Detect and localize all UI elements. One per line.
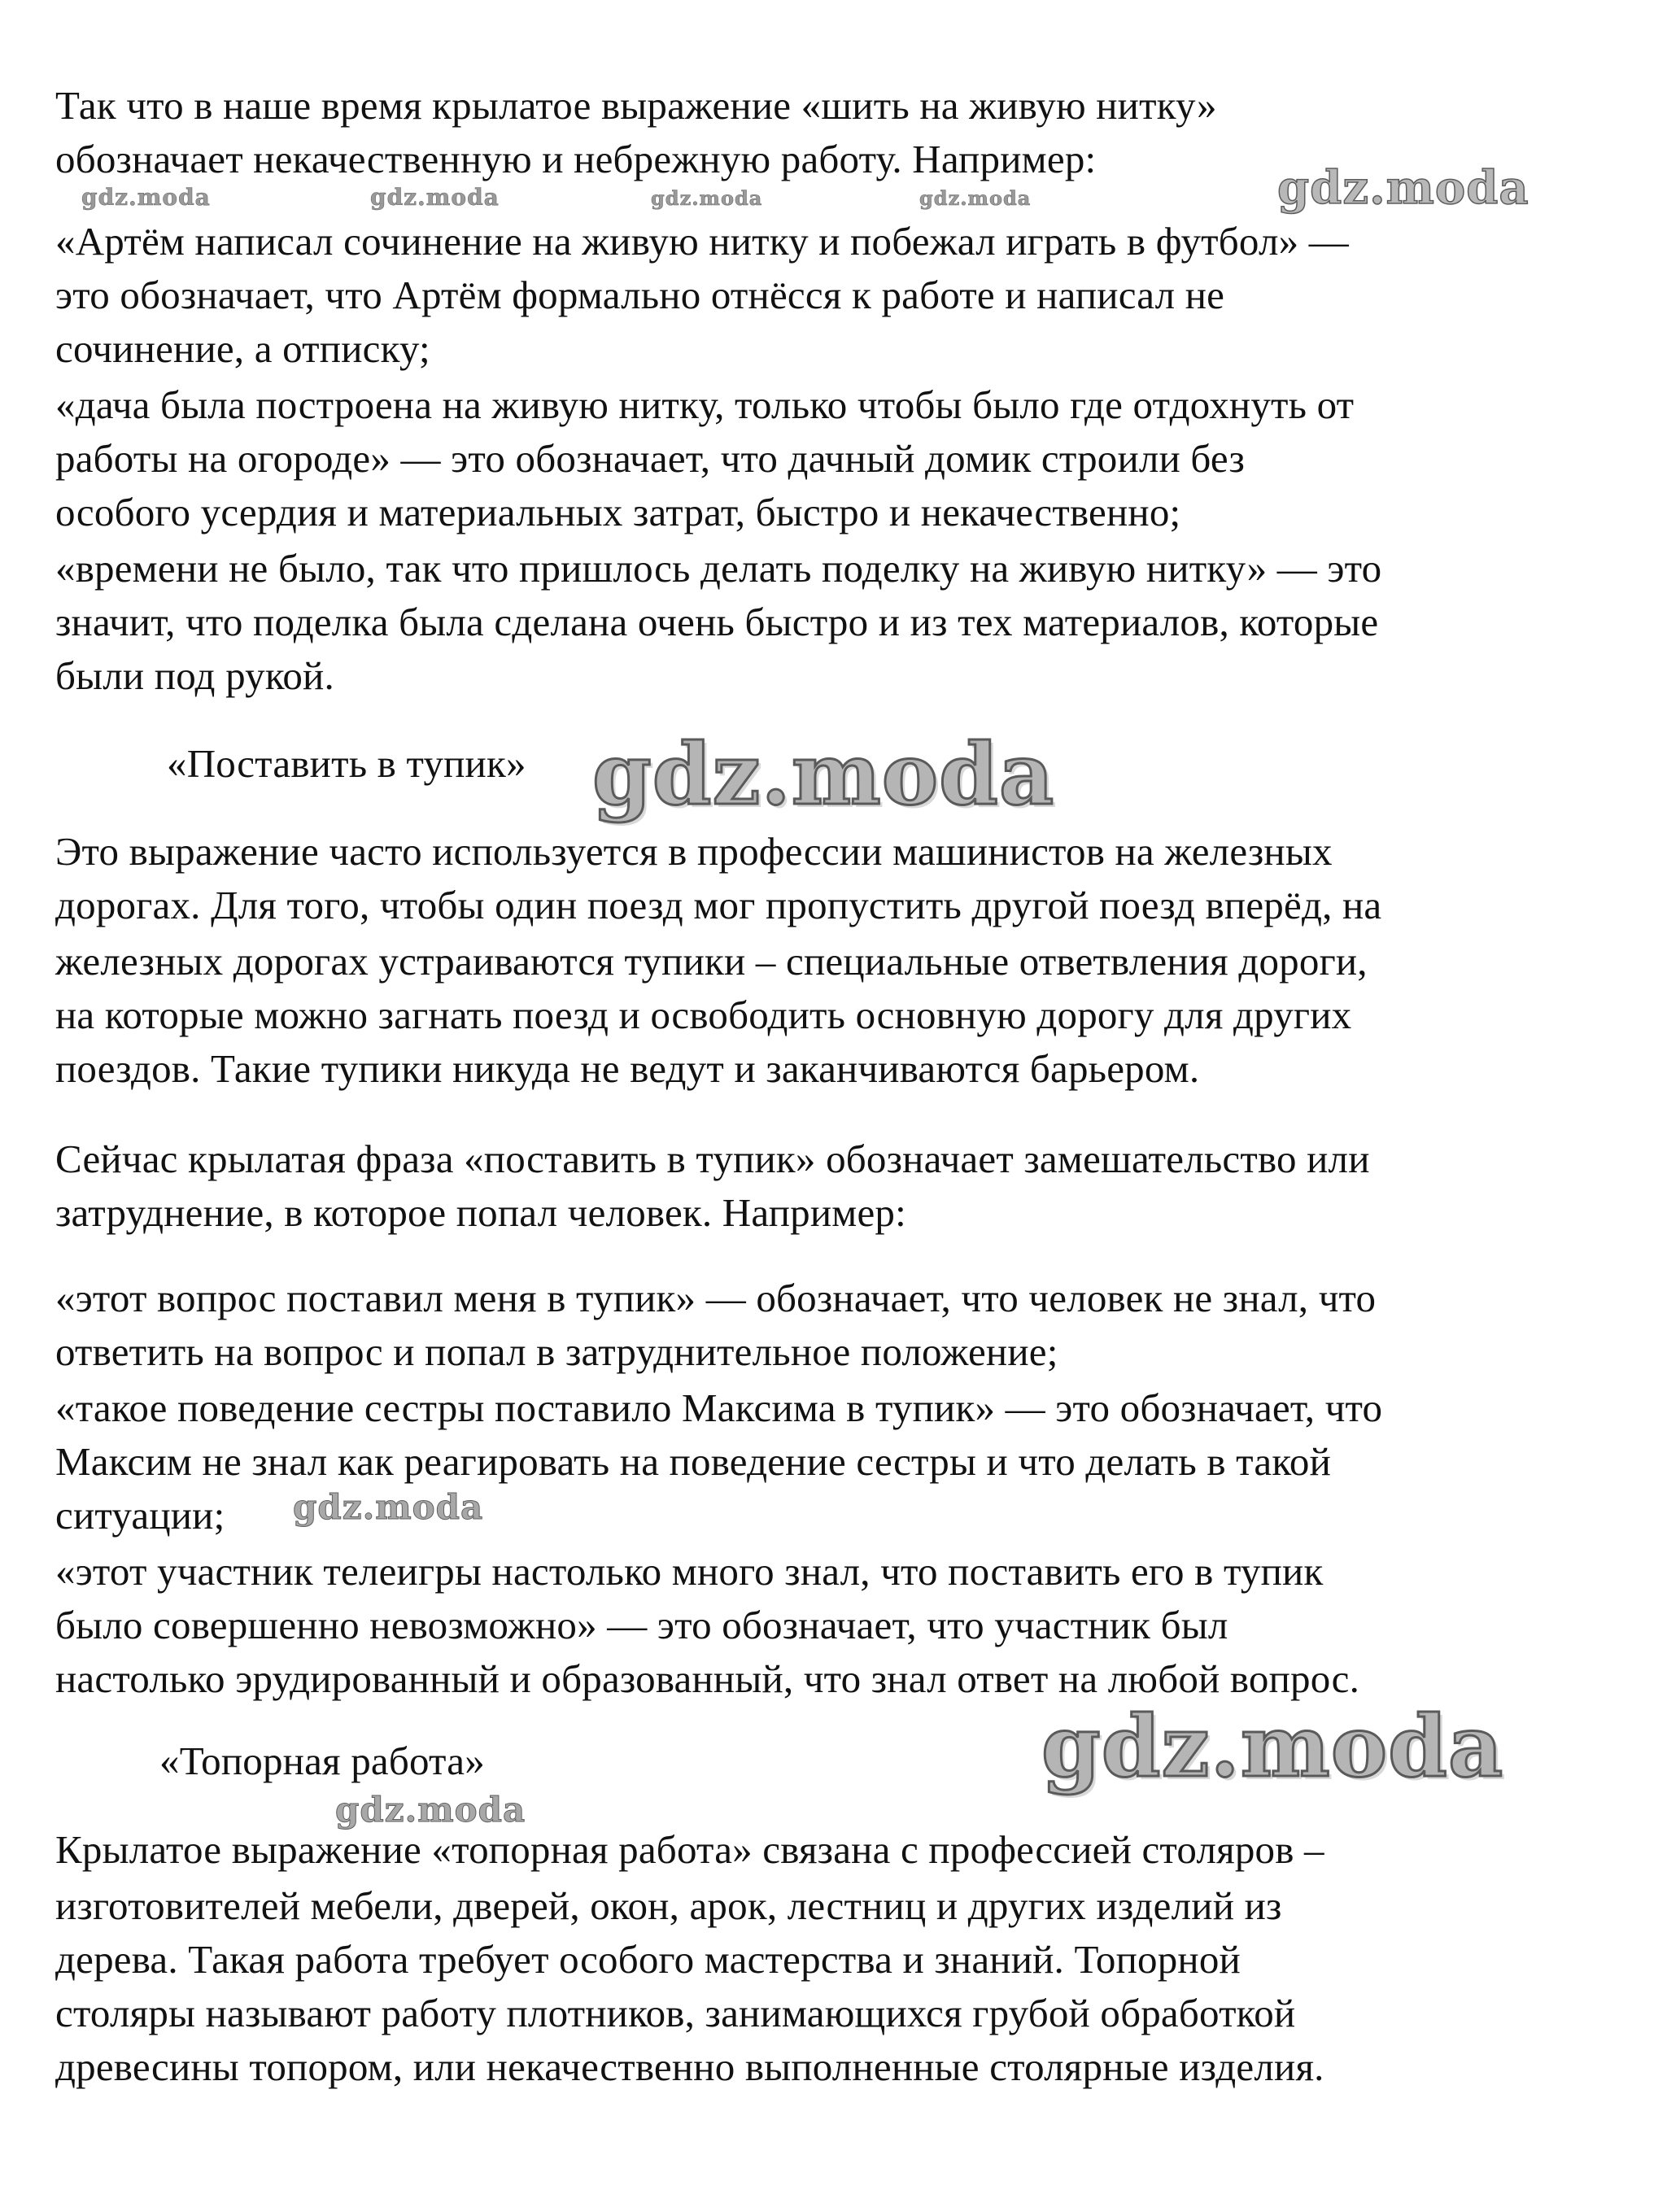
text-line: ситуации; — [55, 1493, 225, 1538]
text-line: Это выражение часто используется в профессии машинистов на железных — [55, 829, 1333, 874]
text-line: сочинение, а отписку; — [55, 326, 430, 371]
text-line: было совершенно невозможно» — это обозначает, что участник был — [55, 1603, 1228, 1647]
text-line: дорогах. Для того, чтобы один поезд мог пропустить другой поезд вперёд, на — [55, 883, 1382, 927]
text-line: «Артём написал сочинение на живую нитку и побежал играть в футбол» — — [55, 219, 1349, 264]
text-line: «этот участник телеигры настолько много знал, что поставить его в тупик — [55, 1549, 1324, 1594]
watermark: gdz.moda — [81, 184, 211, 211]
watermark: gdz.moda — [370, 184, 500, 211]
text-line: железных дорогах устраиваются тупики – специальные ответвления дороги, — [55, 939, 1368, 984]
text-line: были под рукой. — [55, 653, 334, 698]
section-heading: «Поставить в тупик» — [167, 741, 526, 786]
text-line: Максим не знал как реагировать на поведение сестры и что делать в такой — [55, 1439, 1331, 1484]
watermark: gdz.moda — [1041, 1696, 1504, 1796]
watermark: gdz.moda — [651, 186, 763, 210]
watermark: gdz.moda — [919, 186, 1032, 210]
text-line: поездов. Такие тупики никуда не ведут и заканчиваются барьером. — [55, 1046, 1200, 1091]
text-line: значит, что поделка была сделана очень быстро и из тех материалов, которые — [55, 600, 1379, 644]
watermark: gdz.moda — [293, 1487, 484, 1527]
text-line: особого усердия и материальных затрат, быстро и некачественно; — [55, 490, 1181, 534]
text-line: «времени не было, так что пришлось делать поделку на живую нитку» — это — [55, 546, 1382, 591]
text-line: «дача была построена на живую нитку, только чтобы было где отдохнуть от — [55, 382, 1355, 427]
text-line: Крылатое выражение «топорная работа» связана с профессией столяров – — [55, 1827, 1324, 1872]
text-line: столяры называют работу плотников, занимающихся грубой обработкой — [55, 1991, 1296, 2035]
text-line: работы на огороде» — это обозначает, что дачный домик строили без — [55, 436, 1246, 481]
text-line: настолько эрудированный и образованный, что знал ответ на любой вопрос. — [55, 1656, 1360, 1701]
text-line: обозначает некачественную и небрежную работу. Например: — [55, 137, 1097, 181]
text-line: затруднение, в которое попал человек. Например: — [55, 1190, 906, 1235]
text-line: дерева. Такая работа требует особого мастерства и знаний. Топорной — [55, 1937, 1241, 1982]
watermark: gdz.moda — [592, 724, 1055, 824]
text-line: «такое поведение сестры поставило Максима в тупик» — это обозначает, что — [55, 1385, 1383, 1430]
text-line: на которые можно загнать поезд и освободить основную дорогу для других — [55, 992, 1352, 1037]
text-line: это обозначает, что Артём формально отнёсся к работе и написал не — [55, 273, 1225, 317]
text-line: Сейчас крылатая фраза «поставить в тупик» обозначает замешательство или — [55, 1136, 1370, 1181]
text-line: Так что в наше время крылатое выражение «шить на живую нитку» — [55, 83, 1217, 128]
text-line: ответить на вопрос и попал в затруднительное положение; — [55, 1329, 1058, 1374]
text-line: изготовителей мебели, дверей, окон, арок, лестниц и других изделий из — [55, 1883, 1282, 1928]
section-heading: «Топорная работа» — [159, 1738, 485, 1783]
watermark: gdz.moda — [335, 1790, 526, 1830]
text-line: «этот вопрос поставил меня в тупик» — обозначает, что человек не знал, что — [55, 1276, 1377, 1320]
watermark: gdz.moda — [1277, 161, 1529, 215]
text-line: древесины топором, или некачественно выполненные столярные изделия. — [55, 2044, 1324, 2089]
